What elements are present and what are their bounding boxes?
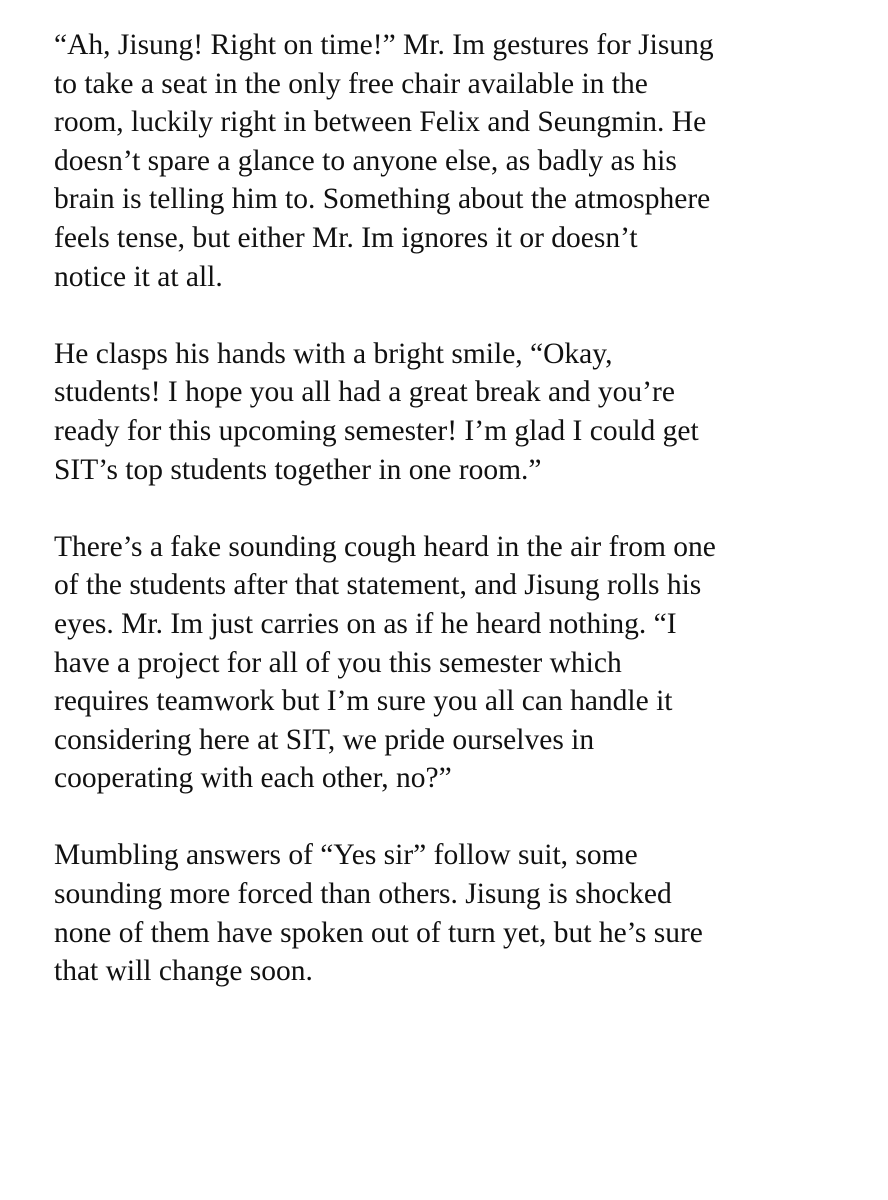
paragraph-4	[54, 836, 854, 990]
text-line: considering here at SIT, we pride ourselves in	[54, 723, 595, 756]
text-line: feels tense, but either Mr. Im ignores it or doesn’t	[54, 221, 638, 254]
document-body	[54, 26, 854, 1029]
text-line: sounding more forced than others. Jisung is shocked	[54, 878, 672, 911]
text-line: cooperating with each other, no?”	[54, 762, 452, 795]
text-line: He clasps his hands with a bright smile, “Okay,	[54, 337, 613, 370]
text-line: requires teamwork but I’m sure you all can handle it	[54, 685, 673, 718]
text-line: room, luckily right in between Felix and Seungmin. He	[54, 106, 707, 139]
text-line: “Ah, Jisung! Right on time!” Mr. Im gestures for Jisung	[54, 29, 714, 61]
paragraph-2	[54, 335, 854, 489]
text-line: have a project for all of you this semester which	[54, 646, 622, 679]
text-line: ready for this upcoming semester! I’m glad I could get	[54, 414, 699, 447]
paragraph-1	[54, 26, 854, 296]
text-line: SIT’s top students together in one room.”	[54, 453, 542, 486]
text-line: There’s a fake sounding cough heard in the air from one	[54, 530, 716, 563]
text-line: to take a seat in the only free chair available in the	[54, 67, 648, 100]
text-line: eyes. Mr. Im just carries on as if he heard nothing. “I	[54, 607, 677, 640]
text-line: Mumbling answers of “Yes sir” follow suit, some	[54, 839, 638, 872]
text-line: notice it at all.	[54, 260, 223, 293]
paragraph-3	[54, 528, 854, 798]
text-line: none of them have spoken out of turn yet, but he’s sure	[54, 916, 703, 949]
text-line: brain is telling him to. Something about the atmosphere	[54, 183, 711, 216]
text-line: students! I hope you all had a great break and you’re	[54, 376, 675, 409]
text-line: doesn’t spare a glance to anyone else, as badly as his	[54, 144, 677, 177]
text-line: of the students after that statement, and Jisung rolls his	[54, 569, 702, 602]
text-line: that will change soon.	[54, 955, 313, 988]
